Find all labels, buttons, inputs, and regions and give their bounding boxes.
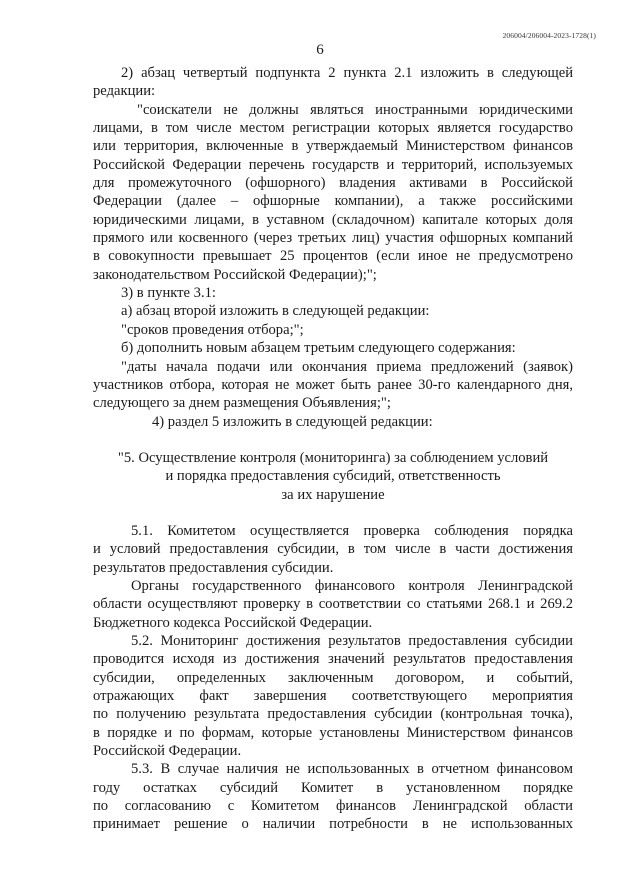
paragraph-line: по согласованию с Комитетом финансов Ленинградской области <box>93 798 573 815</box>
paragraph-line: 3) в пункте 3.1: <box>121 285 216 302</box>
paragraph-line: а) абзац второй изложить в следующей редакции: <box>121 303 430 320</box>
paragraph-line: законодательством Российской Федерации);"; <box>93 266 377 283</box>
section-heading-line: за их нарушение <box>281 486 385 503</box>
paragraph-line: лицами, в том числе местом регистрации которых является государство <box>93 120 573 137</box>
paragraph-line: проводится исходя из достижения значений результатов предоставления <box>93 651 573 668</box>
paragraph-line: 2) абзац четвертый подпункта 2 пункта 2.1 изложить в следующей <box>121 65 573 81</box>
paragraph-line: принимает решение о наличии потребности в не использованных <box>93 816 573 833</box>
paragraph-line: и условий предоставления субсидии, в том числе в части достижения <box>93 541 573 558</box>
paragraph-line: прямого или косвенного (через третьих лиц) участия офшорных компаний <box>93 230 573 247</box>
paragraph-line: "соискатели не должны являться иностранными юридическими <box>137 101 573 118</box>
paragraph-line: в порядке и по формам, которые установлены Министерством финансов <box>93 724 573 741</box>
paragraph-line: или территория, включенные в утверждаемый Министерством финансов <box>93 138 573 155</box>
paragraph-line: результатов предоставления субсидии. <box>93 559 334 576</box>
paragraph-line: Бюджетного кодекса Российской Федерации. <box>93 614 373 631</box>
blank-line <box>93 431 573 449</box>
paragraph-line: "сроков проведения отбора;"; <box>121 321 304 338</box>
paragraph-line: редакции: <box>93 83 156 100</box>
paragraph-line: в совокупности превышает 25 процентов (если иное не предусмотрено <box>93 248 573 265</box>
paragraph-line: для промежуточного (офшорного) владения активами в Российской <box>93 175 573 192</box>
document-registration-number: 206004/206004-2023-1728(1) <box>502 31 596 40</box>
section-heading-line: и порядка предоставления субсидий, ответственность <box>165 468 501 485</box>
section-heading-line: "5. Осуществление контроля (мониторинга) за соблюдением условий <box>117 449 549 466</box>
paragraph-line: области осуществляют проверку в соответствии со статьями 268.1 и 269.2 <box>93 596 573 613</box>
paragraph-line: юридическими лицами, в уставном (складочном) капитале которых доля <box>93 211 573 228</box>
paragraph-line: по получению результата предоставления субсидии (контрольная точка), <box>93 706 573 723</box>
paragraph-line: 5.2. Мониторинг достижения результатов предоставления субсидии <box>131 632 573 649</box>
paragraph-line: б) дополнить новым абзацем третьим следующего содержания: <box>121 340 516 357</box>
paragraph-line: Российской Федерации перечень государств и территорий, используемых <box>93 156 573 173</box>
document-body <box>93 64 573 834</box>
paragraph-line: Органы государственного финансового контроля Ленинградской <box>131 577 573 594</box>
blank-line <box>93 504 573 522</box>
paragraph-line: следующего за днем размещения Объявления;"; <box>93 395 391 412</box>
paragraph-line: Федерации (далее – офшорные компании), а также российскими <box>93 193 573 210</box>
paragraph-line: субсидии, определенных заключенным договором, и событий, <box>93 669 573 686</box>
paragraph-line: 4) раздел 5 изложить в следующей редакции: <box>152 413 433 430</box>
page-number: 6 <box>316 42 324 58</box>
paragraph-line: Российской Федерации. <box>93 743 242 760</box>
paragraph-line: году остатках субсидий Комитет в установленном порядке <box>93 779 573 796</box>
paragraph-line: участников отбора, которая не может быть ранее 30-го календарного дня, <box>93 376 573 393</box>
paragraph-line: 5.1. Комитетом осуществляется проверка соблюдения порядка <box>131 522 573 539</box>
paragraph-line: "даты начала подачи или окончания приема предложений (заявок) <box>121 358 573 375</box>
paragraph-line: 5.3. В случае наличия не использованных в отчетном финансовом <box>131 761 573 778</box>
paragraph-line: отражающих факт завершения соответствующего мероприятия <box>93 688 573 704</box>
